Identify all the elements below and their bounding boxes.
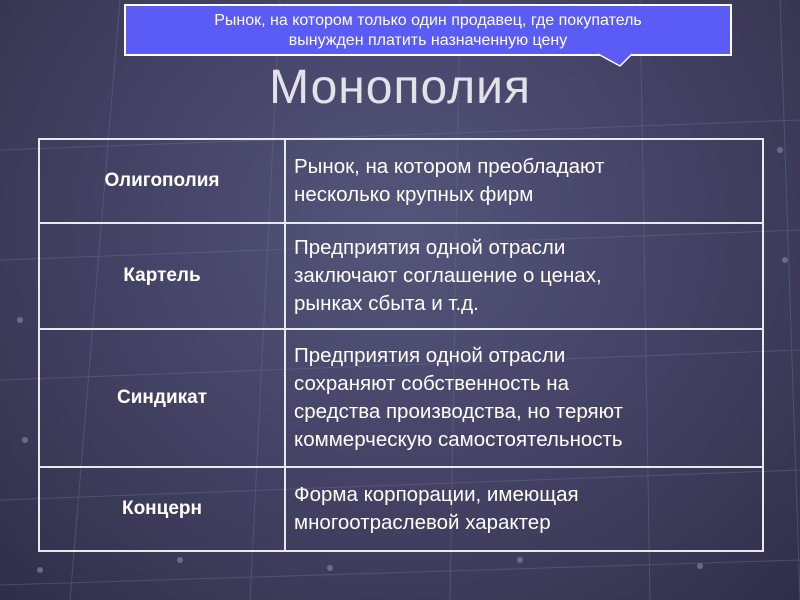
term-cell: Синдикат xyxy=(39,329,285,467)
table-row xyxy=(39,223,763,329)
definition-cell xyxy=(285,467,763,551)
definition-line: коммерческую самостоятельность xyxy=(294,428,623,451)
definition-line: Предприятия одной отрасли xyxy=(294,236,566,259)
table-row xyxy=(39,329,763,467)
definition-line: Предприятия одной отрасли xyxy=(294,344,566,367)
table-row xyxy=(39,139,763,223)
definition-line: Рынок, на котором преобладают xyxy=(294,155,605,178)
definition-cell xyxy=(285,139,763,223)
table-row xyxy=(39,467,763,551)
definition-line: средства производства, но теряют xyxy=(294,400,623,423)
term-cell: Олигополия xyxy=(39,139,285,223)
term-cell: Картель xyxy=(39,223,285,329)
terms-table xyxy=(38,138,764,552)
callout-text-line-2: вынужден платить назначенную цену xyxy=(288,32,568,49)
definition-line: заключают соглашение о ценах, xyxy=(294,264,602,287)
slide-title: Монополия xyxy=(269,61,531,114)
definition-cell xyxy=(285,329,763,467)
term-cell: Концерн xyxy=(39,467,285,551)
definition-line: сохраняют собственность на xyxy=(294,372,570,395)
definition-cell xyxy=(285,223,763,329)
definition-line: несколько крупных фирм xyxy=(294,183,534,206)
definition-line: рынках сбыта и т.д. xyxy=(294,292,479,315)
definition-line: многоотраслевой характер xyxy=(294,511,551,534)
definition-line: Форма корпорации, имеющая xyxy=(294,483,579,506)
callout-text-line-1: Рынок, на котором только один продавец, где покупатель xyxy=(214,12,642,29)
